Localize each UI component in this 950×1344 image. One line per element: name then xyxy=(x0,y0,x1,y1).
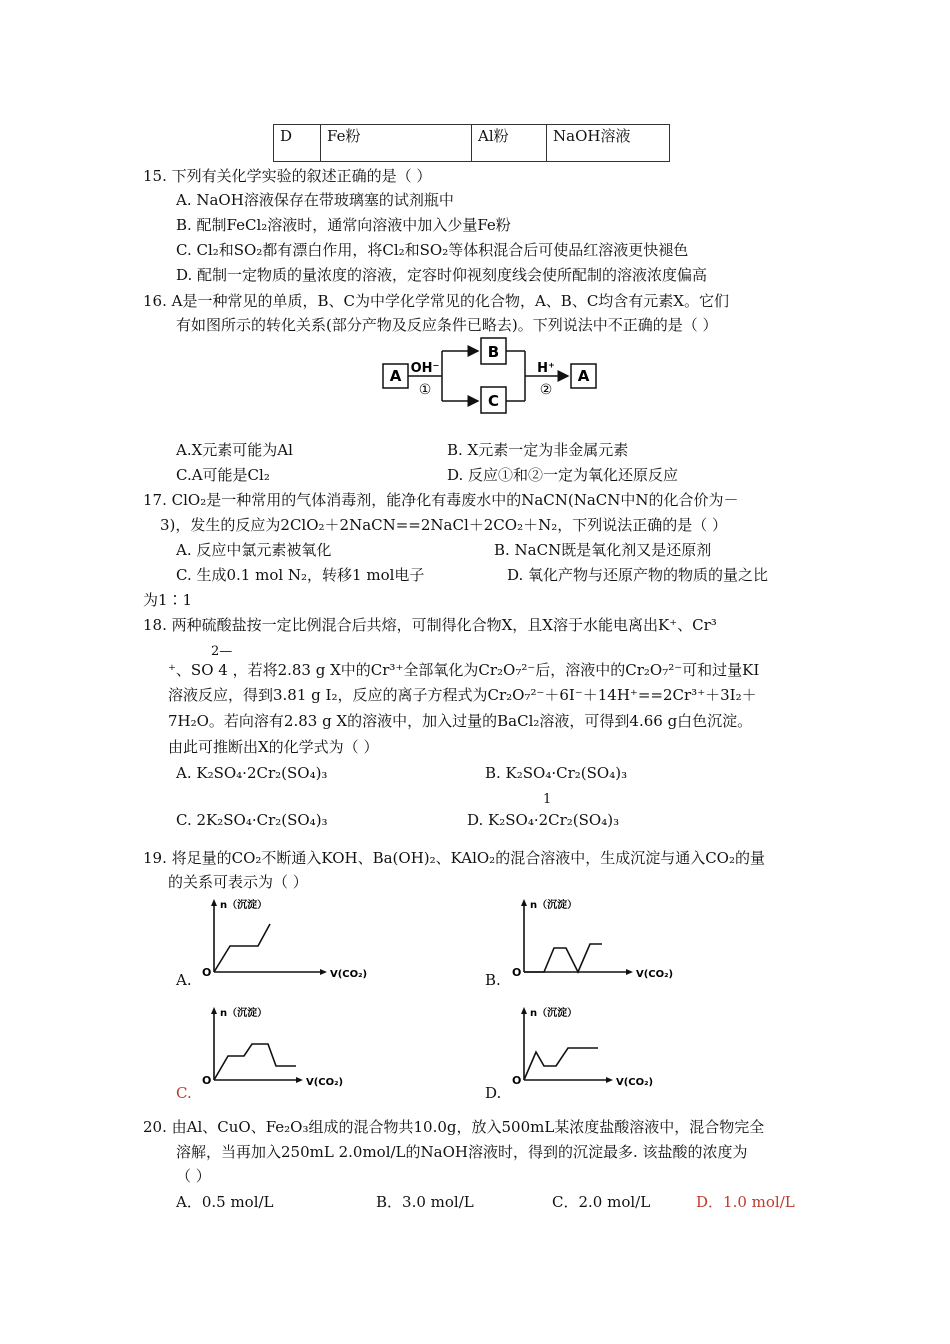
x-axis-arrow xyxy=(626,969,633,975)
reagent-oh: OH⁻ xyxy=(410,361,440,376)
x-axis-label: V(CO₂) xyxy=(306,1077,344,1088)
x-axis-label: V(CO₂) xyxy=(636,969,674,980)
q18-option-a: A. K₂SO₄·2Cr₂(SO₄)₃ xyxy=(176,764,328,782)
q16-option-c: C.A可能是Cl₂ xyxy=(176,466,270,484)
q16-option-a: A.X元素可能为Al xyxy=(176,441,293,459)
q16-option-b: B. X元素一定为非金属元素 xyxy=(447,441,629,459)
graph-b-label: B. xyxy=(485,971,501,989)
box-a-label: A xyxy=(389,367,402,385)
q16-stem-line1: 16. A是一种常见的单质，B、C为中学化学常见的化合物，A、B、C均含有元素X。它们 xyxy=(143,292,729,310)
x-axis-arrow xyxy=(606,1077,613,1083)
reagent-h: H⁺ xyxy=(537,361,555,376)
q20-option-c: C．2.0 mol/L xyxy=(552,1193,651,1211)
graph-d-label: D. xyxy=(485,1084,502,1102)
q18-option-d: D. K₂SO₄·2Cr₂(SO₄)₃ xyxy=(467,811,620,829)
x-axis-arrow xyxy=(296,1077,303,1083)
q20-option-d: D．1.0 mol/L xyxy=(696,1193,795,1211)
q16-option-d: D. 反应①和②一定为氧化还原反应 xyxy=(447,466,679,484)
option-table xyxy=(273,124,670,162)
q17-option-d: D. 氧化产物与还原产物的物质的量之比 xyxy=(507,566,769,584)
y-axis-arrow xyxy=(521,899,527,906)
step-1: ① xyxy=(418,382,432,398)
q18-stray-digit: 1 xyxy=(543,792,552,807)
y-axis-arrow xyxy=(211,899,217,906)
table-cell: D xyxy=(274,125,321,162)
table-cell: Al粉 xyxy=(472,125,547,162)
q18-line4: 7H₂O。若向溶有2.83 g X的溶液中，加入过量的BaCl₂溶液，可得到4.66 g白色沉淀。 xyxy=(168,712,753,730)
table-cell: NaOH溶液 xyxy=(547,125,670,162)
q18-line3: 溶液反应，得到3.81 g I₂，反应的离子方程式为Cr₂O₇²⁻＋6I⁻＋14H⁺==2Cr³⁺＋3I₂＋ xyxy=(168,686,757,704)
y-axis-label: n（沉淀） xyxy=(220,900,268,911)
q20-option-b: B．3.0 mol/L xyxy=(376,1193,474,1211)
q19-stem-line1: 19. 将足量的CO₂不断通入KOH、Ba(OH)₂、KAlO₂的混合溶液中，生成沉淀与通入CO₂的量 xyxy=(143,849,765,867)
q18-option-c: C. 2K₂SO₄·Cr₂(SO₄)₃ xyxy=(176,811,328,829)
q15-option-a: A. NaOH溶液保存在带玻璃塞的试剂瓶中 xyxy=(176,191,454,209)
y-axis-arrow xyxy=(521,1007,527,1014)
precipitate-curve xyxy=(524,944,602,972)
q15-option-d: D. 配制一定物质的量浓度的溶液，定容时仰视刻度线会使所配制的溶液浓度偏高 xyxy=(176,266,708,284)
q15-stem: 15. 下列有关化学实验的叙述正确的是（ ） xyxy=(143,167,432,185)
box-b-label: B xyxy=(487,343,500,361)
box-c-label: C xyxy=(487,392,500,410)
precipitate-curve xyxy=(214,1044,296,1080)
step-2: ② xyxy=(539,382,553,398)
graph-c xyxy=(200,1004,362,1096)
table-cell: Fe粉 xyxy=(321,125,472,162)
graph-a-label: A. xyxy=(176,971,192,989)
q18-superscript: 2— xyxy=(211,644,233,659)
q18-line1: 18. 两种硫酸盐按一定比例混合后共熔，可制得化合物X，且X溶于水能电离出K⁺、Cr³ xyxy=(143,616,717,634)
precipitate-curve xyxy=(214,924,270,972)
q17-option-d-cont: 为1∶1 xyxy=(143,591,193,609)
x-axis-arrow xyxy=(320,969,327,975)
q20-stem-line1: 20. 由Al、CuO、Fe₂O₃组成的混合物共10.0g，放入500mL某浓度盐酸溶液中，混合物完全 xyxy=(143,1118,765,1136)
origin-label: O xyxy=(512,1074,522,1087)
q17-option-b: B. NaCN既是氧化剂又是还原剂 xyxy=(494,541,712,559)
graph-b xyxy=(510,896,674,988)
y-axis-arrow xyxy=(211,1007,217,1014)
q17-stem-line1: 17. ClO₂是一种常用的气体消毒剂，能净化有毒废水中的NaCN(NaCN中N的化合价为－ xyxy=(143,491,739,509)
q17-stem-line2: 3)，发生的反应为2ClO₂＋2NaCN==2NaCl＋2CO₂＋N₂，下列说法正确的是（ ） xyxy=(160,516,727,534)
q16-stem-line2: 有如图所示的转化关系(部分产物及反应条件已略去)。下列说法中不正确的是（ ） xyxy=(176,316,718,334)
y-axis-label: n（沉淀） xyxy=(220,1008,268,1019)
q20-option-a: A．0.5 mol/L xyxy=(176,1193,274,1211)
q16-conversion-diagram xyxy=(375,334,605,414)
graph-a xyxy=(200,896,368,988)
box-a-product-label: A xyxy=(577,367,590,385)
q18-line5: 由此可推断出X的化学式为（ ） xyxy=(168,738,379,756)
q20-stem-line2: 溶解，当再加入250mL 2.0mol/L的NaOH溶液时，得到的沉淀最多. 该盐酸的浓度为 xyxy=(176,1143,748,1161)
origin-label: O xyxy=(512,966,522,979)
q20-stem-line3: （ ） xyxy=(176,1167,211,1185)
q15-option-b: B. 配制FeCl₂溶液时，通常向溶液中加入少量Fe粉 xyxy=(176,216,511,234)
q17-option-a: A. 反应中氯元素被氧化 xyxy=(176,541,332,559)
x-axis-label: V(CO₂) xyxy=(616,1077,654,1088)
q18-line2: ⁺、SO 4 ，若将2.83 g X中的Cr³⁺全部氧化为Cr₂O₇²⁻后，溶液中的Cr₂O₇²⁻可和过量KI xyxy=(168,661,760,679)
precipitate-curve xyxy=(524,1048,598,1080)
y-axis-label: n（沉淀） xyxy=(530,900,578,911)
origin-label: O xyxy=(202,1074,212,1087)
q17-option-c: C. 生成0.1 mol N₂，转移1 mol电子 xyxy=(176,566,425,584)
origin-label: O xyxy=(202,966,212,979)
y-axis-label: n（沉淀） xyxy=(530,1008,578,1019)
table-row xyxy=(274,125,670,162)
graph-d xyxy=(510,1004,672,1096)
graph-c-label: C. xyxy=(176,1084,192,1102)
q19-stem-line2: 的关系可表示为（ ） xyxy=(168,873,308,891)
q15-option-c: C. Cl₂和SO₂都有漂白作用，将Cl₂和SO₂等体积混合后可使品红溶液更快褪色 xyxy=(176,241,689,259)
x-axis-label: V(CO₂) xyxy=(330,969,368,980)
q18-option-b: B. K₂SO₄·Cr₂(SO₄)₃ xyxy=(485,764,628,782)
